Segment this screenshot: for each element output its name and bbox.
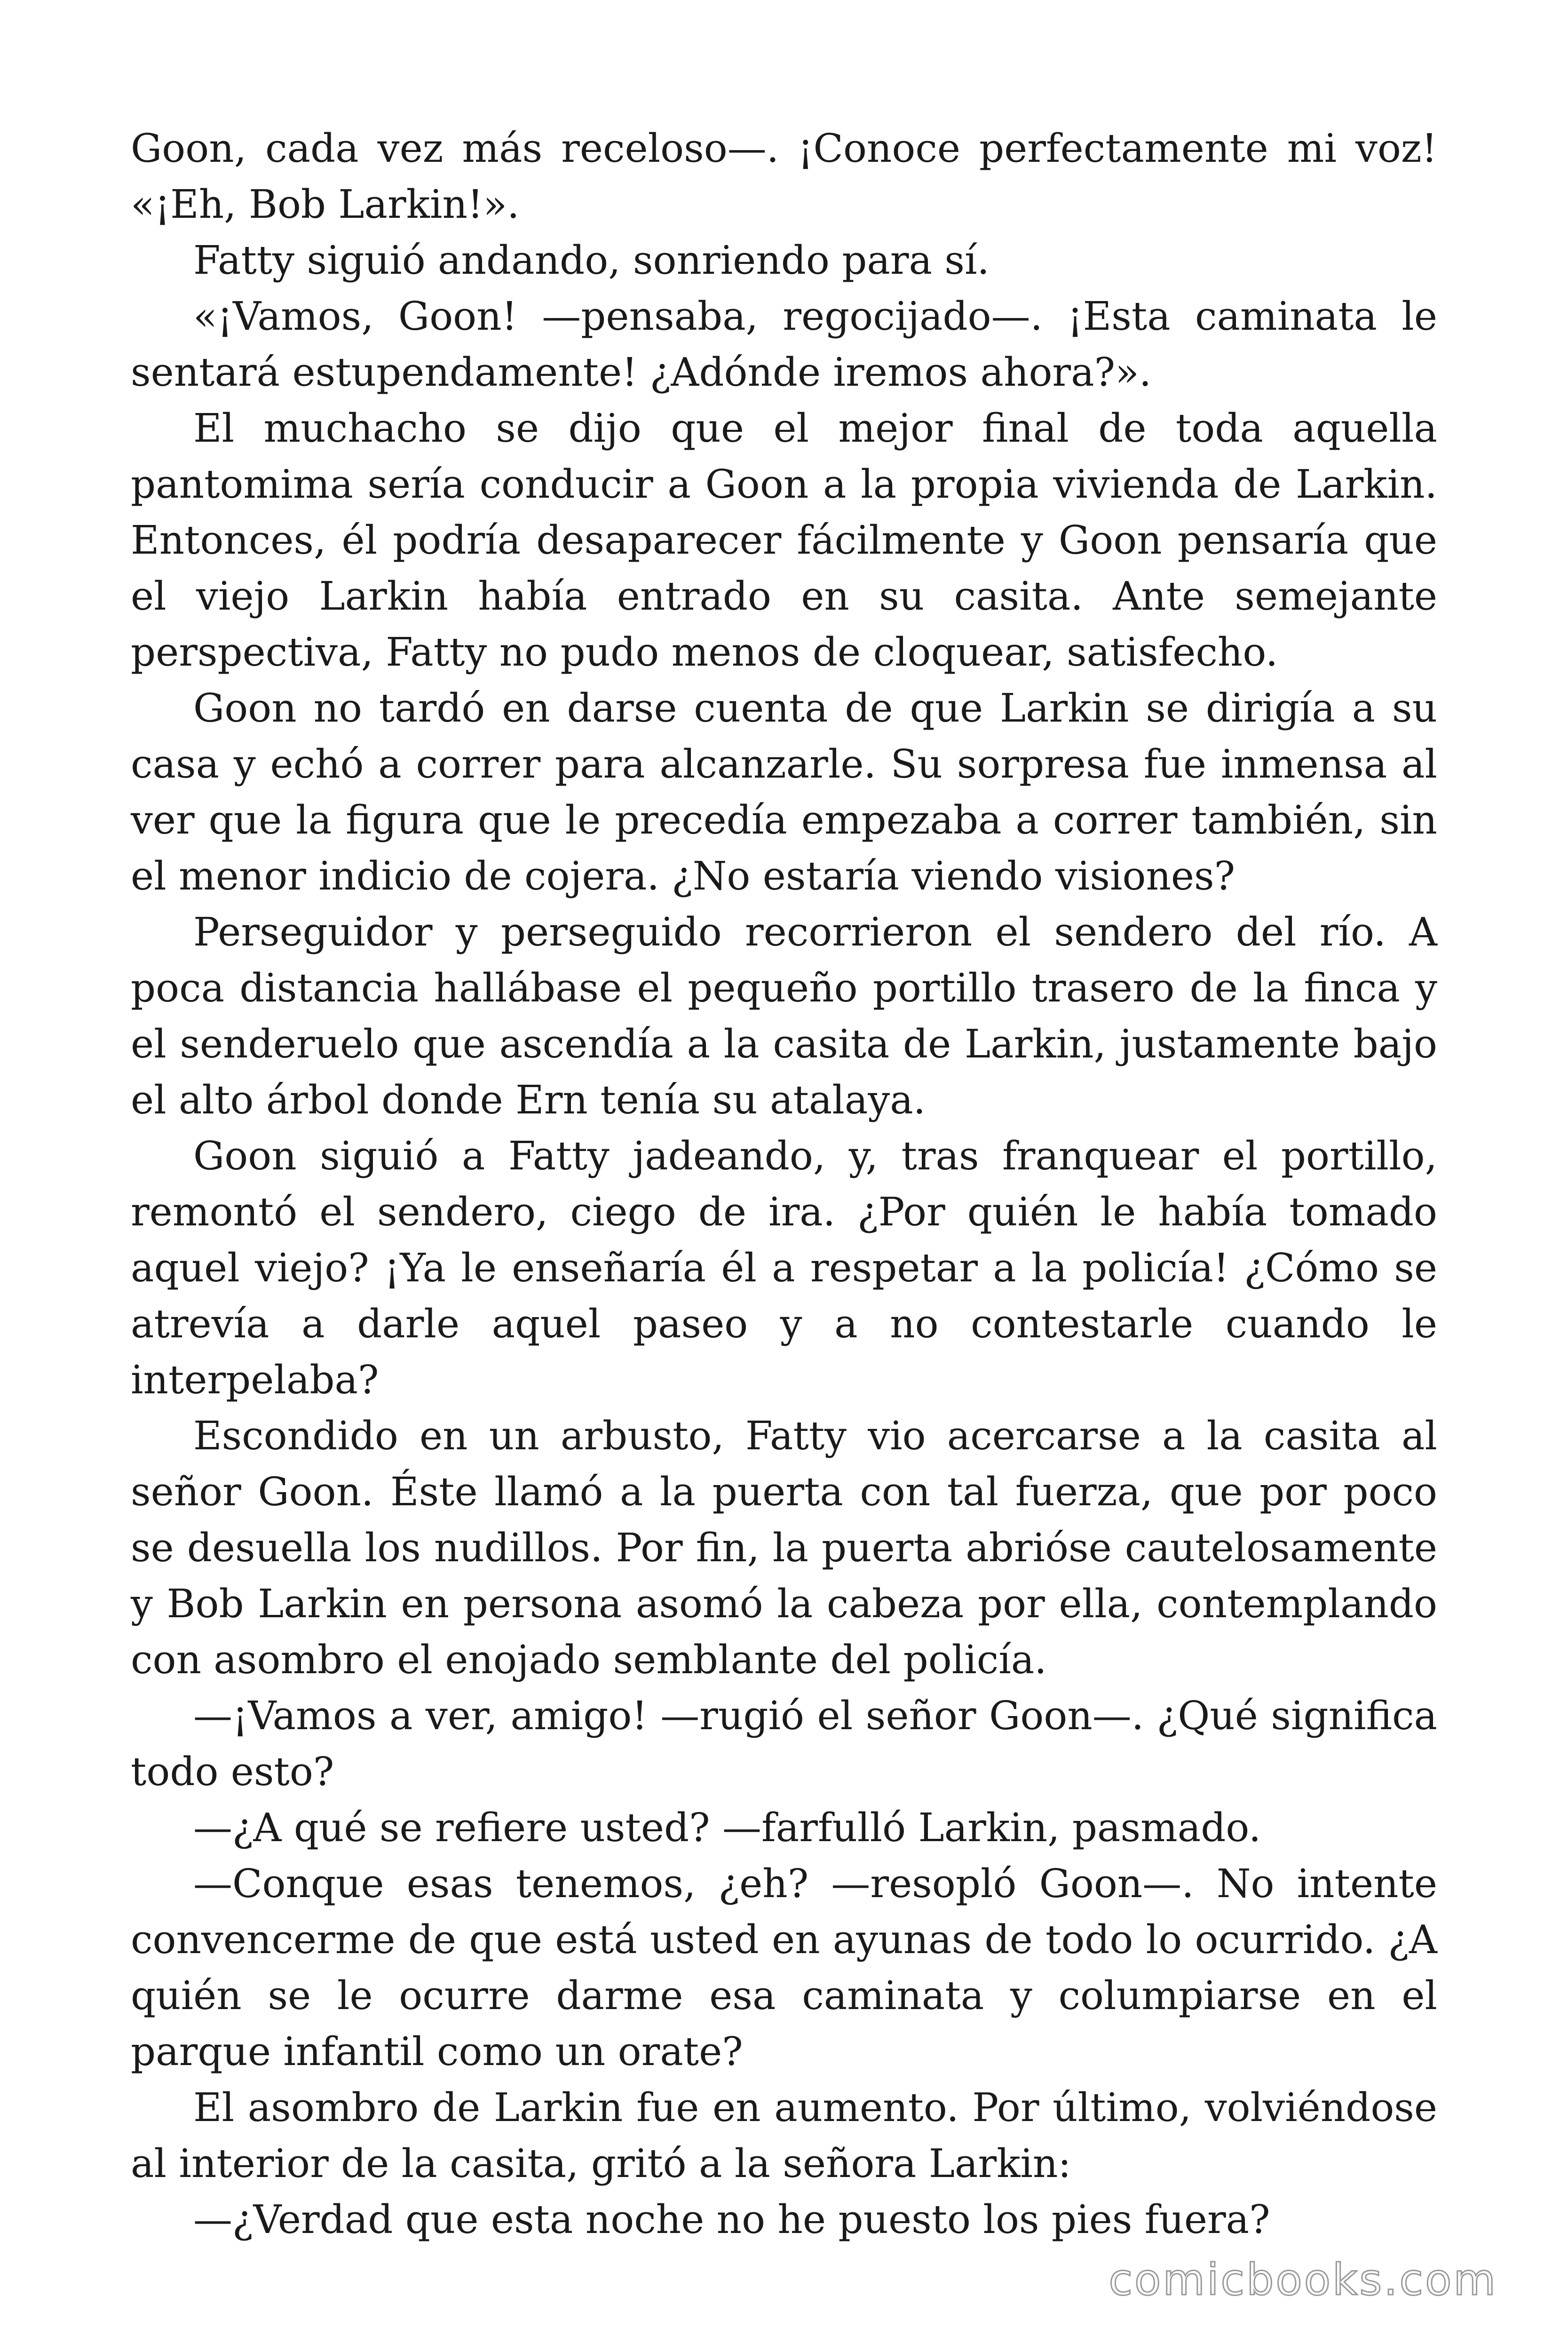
paragraph-7: Goon siguió a Fatty jadeando, y, tras franquear el portillo, remontó el sendero, ciego de ira. ¿Por quién le había tomado aquel viejo? ¡Ya le enseñaría él a respetar a la policía! ¿Cómo se atrevía a darle aquel paseo y a no contestarle cuando le interpelaba?: [131, 1133, 1437, 1403]
paragraph-13: —¿Verdad que esta noche no he puesto los pies fuera?: [193, 2197, 1270, 2242]
page-body: [131, 120, 1437, 2248]
paragraph-4: El muchacho se dijo que el mejor final de toda aquella pantomima sería conducir a Goon a la propia vivienda de Larkin. Entonces, él podría desaparecer fácilmente y Goon pensaría que el viejo Larkin había entrado en su casita. Ante semejante perspectiva, Fatty no pudo menos de cloquear, satisfecho.: [131, 405, 1437, 675]
paragraph-11: —Conque esas tenemos, ¿eh? —resopló Goon—. No intente convencerme de que está usted en ayunas de todo lo ocurrido. ¿A quién se le ocurre darme esa caminata y columpiarse en el parque infantil como un orate?: [131, 1861, 1437, 2074]
paragraph-8: Escondido en un arbusto, Fatty vio acercarse a la casita al señor Goon. Éste llamó a la puerta con tal fuerza, que por poco se desuella los nudillos. Por fin, la puerta abrióse cautelosamente y Bob Larkin en persona asomó la cabeza por ella, contemplando con asombro el enojado semblante del policía.: [131, 1413, 1437, 1683]
watermark-text: comicbooks.com: [1109, 2255, 1497, 2305]
paragraph-6: Perseguidor y perseguido recorrieron el sendero del río. A poca distancia hallábase el pequeño portillo trasero de la finca y el senderuelo que ascendía a la casita de Larkin, justamente bajo el alto árbol donde Ern tenía su atalaya.: [131, 909, 1437, 1123]
paragraph-3: «¡Vamos, Goon! —pensaba, regocijado—. ¡Esta caminata le sentará estupendamente! ¿Adónde iremos ahora?».: [131, 294, 1437, 395]
paragraph-10: —¿A qué se refiere usted? —farfulló Larkin, pasmado.: [193, 1805, 1261, 1851]
paragraph-9: —¡Vamos a ver, amigo! —rugió el señor Goon—. ¿Qué significa todo esto?: [131, 1693, 1437, 1795]
paragraph-2: Fatty siguió andando, sonriendo para sí.: [193, 238, 990, 283]
paragraph-1: Goon, cada vez más receloso—. ¡Conoce perfectamente mi voz! «¡Eh, Bob Larkin!».: [131, 126, 1437, 227]
paragraph-12: El asombro de Larkin fue en aumento. Por último, volviéndose al interior de la casita, gritó a la señora Larkin:: [131, 2085, 1437, 2186]
paragraph-5: Goon no tardó en darse cuenta de que Larkin se dirigía a su casa y echó a correr para alcanzarle. Su sorpresa fue inmensa al ver que la figura que le precedía empezaba a correr también, sin el menor indicio de cojera. ¿No estaría viendo visiones?: [131, 685, 1437, 899]
